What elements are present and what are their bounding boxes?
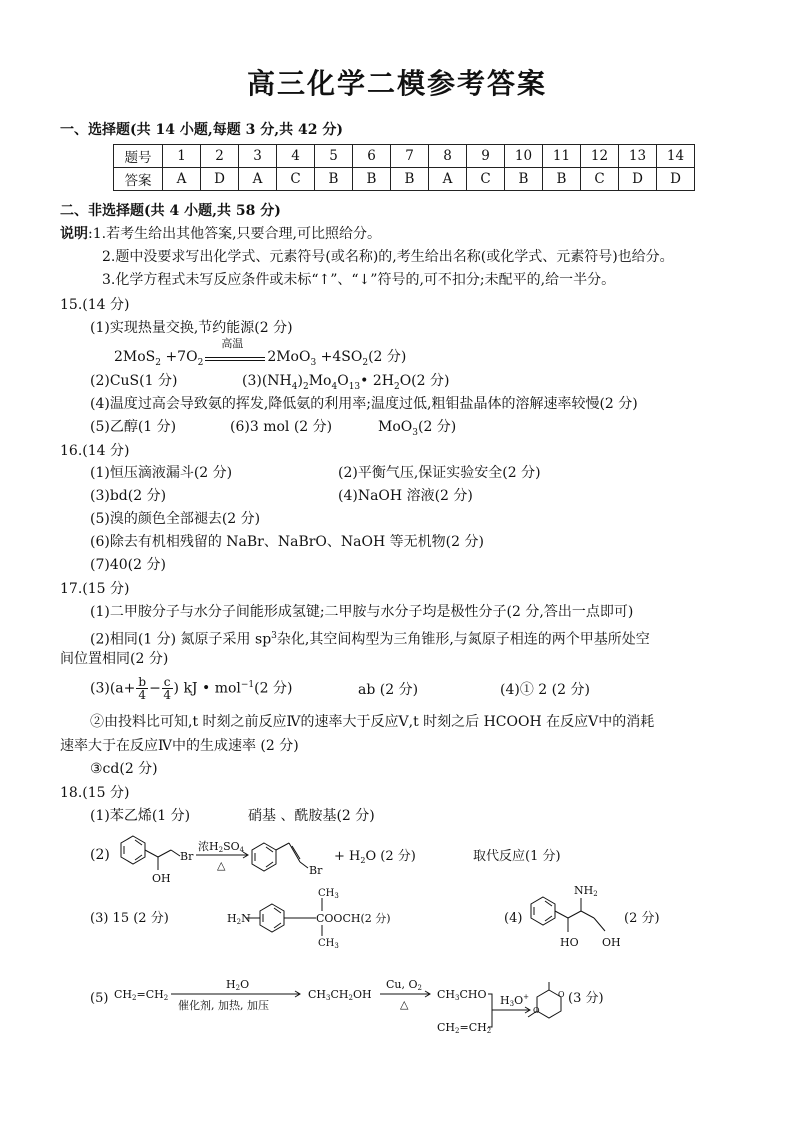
q15-part4: (4)温度过高会导致氨的挥发,降低氨的利用率;温度过低,粗钼盐晶体的溶解速率较慢(2 分) <box>90 396 638 412</box>
q15-part6-formula: MoO$_3$(2 分) <box>378 419 457 438</box>
question-number-cell: 6 <box>353 145 391 168</box>
q15-part1: (1)实现热量交换,节约能源(2 分) <box>90 320 293 336</box>
q16-header: 16.(14 分) <box>60 443 130 459</box>
reaction-type: 取代反应(1 分) <box>473 849 561 864</box>
q18-part2-label: (2) <box>90 847 110 863</box>
methyl-bottom: $CH_3$ <box>318 938 339 950</box>
question-number-cell: 1 <box>163 145 201 168</box>
question-row-label: 题号 <box>114 145 163 168</box>
acetaldehyde: CH3CHO <box>437 988 487 1002</box>
section1-heading: 一、选择题(共 14 小题,每题 3 分,共 42 分) <box>60 122 343 138</box>
q15-header: 15.(14 分) <box>60 297 130 313</box>
ester-group: COOCH(2 分) <box>316 912 391 925</box>
answer-cell: B <box>353 168 391 191</box>
note-1-text: :1.若考生给出其他答案,只要合理,可比照给分。 <box>88 226 381 242</box>
q18-part1a: (1)苯乙烯(1 分) <box>90 808 191 824</box>
q16-part2: (2)平衡气压,保证实验安全(2 分) <box>338 465 541 481</box>
note-1: 说明:1.若考生给出其他答案,只要合理,可比照给分。 <box>60 226 381 242</box>
answer-cell: B <box>543 168 581 191</box>
reagent-h2so4: 浓H2SO4 <box>198 840 245 854</box>
q18-part5-label: (5) <box>90 991 109 1006</box>
answer-cell: A <box>239 168 277 191</box>
answer-cell: C <box>467 168 505 191</box>
benzene-ring-reactant <box>121 836 180 870</box>
question-number-cell: 13 <box>619 145 657 168</box>
q18-header: 18.(15 分) <box>60 785 130 801</box>
q17-header: 17.(15 分) <box>60 581 130 597</box>
benzene-ring-3 <box>246 898 322 936</box>
q17-part3-ab: ab (2 分) <box>358 682 419 698</box>
answer-cell: B <box>505 168 543 191</box>
reactant-oh: OH <box>152 872 171 885</box>
question-number-cell: 12 <box>581 145 619 168</box>
question-number-cell: 8 <box>429 145 467 168</box>
q17-part3: (3)(a+ $\frac{b}{4}$ − $\frac{c}{4}$ ) kJ • mol$^{-1}$(2 分) <box>90 675 293 703</box>
q17-part4-3: ③cd(2 分) <box>90 761 158 777</box>
ethanol: CH3CH2OH <box>308 988 372 1002</box>
question-number-cell: 9 <box>467 145 505 168</box>
q17-part4-2-line2: 速率大于在反应Ⅳ中的生成速率 (2 分) <box>60 738 299 754</box>
q18-part4-score: (2 分) <box>624 911 660 926</box>
benzene-ring-4 <box>531 897 605 932</box>
ring-oxygen-2: O <box>533 1006 540 1015</box>
q18-part3-label: (3) 15 (2 分) <box>90 911 169 926</box>
answer-cell: A <box>429 168 467 191</box>
answer-cell: C <box>277 168 315 191</box>
q18-part1b: 硝基 、酰胺基(2 分) <box>248 808 375 824</box>
eq-product-moo3: 2MoO <box>267 349 311 365</box>
reagent-h3o: H3O+ <box>500 993 529 1008</box>
question-number-cell: 10 <box>505 145 543 168</box>
answer-cell: A <box>163 168 201 191</box>
q16-part5: (5)溴的颜色全部褪去(2 分) <box>90 511 261 527</box>
q18-part5-score: (3 分) <box>568 991 604 1006</box>
eq-reactant-o2: +7O <box>161 349 198 365</box>
benzene-ring-product <box>252 843 308 871</box>
q17-part2-line1: (2)相同(1 分) 氮原子采用 $sp^3$杂化,其空间构型为三角锥形,与氮原子相连的两个甲基所处空 <box>90 631 650 648</box>
q16-part1: (1)恒压滴液漏斗(2 分) <box>90 465 233 481</box>
question-number-cell: 2 <box>201 145 239 168</box>
q15-part2: (2)CuS(1 分) <box>90 373 178 389</box>
q17-part4-2-line1: ②由投料比可知,t 时刻之前反应Ⅳ的速率大于反应Ⅴ,t 时刻之后 HCOOH 在反应Ⅴ中的消耗 <box>90 714 655 730</box>
q16-part6: (6)除去有机相残留的 NaBr、NaBrO、NaOH 等无机物(2 分) <box>90 534 484 550</box>
question-number-cell: 11 <box>543 145 581 168</box>
ethene-2: CH2=CH2 <box>437 1021 492 1035</box>
page-title: 高三化学二模参考答案 <box>246 67 547 100</box>
q16-part3: (3)bd(2 分) <box>90 488 167 504</box>
q15-equation: $2MoS_2 +7O_2$ 高温 $2MoO_3 +4SO_2(2$ 分) <box>114 337 407 368</box>
reaction-arrow-5b <box>380 991 430 997</box>
reaction-heat-5: △ <box>400 998 409 1011</box>
question-number-cell: 14 <box>657 145 695 168</box>
question-number-cell: 4 <box>277 145 315 168</box>
q17-part1: (1)二甲胺分子与水分子间能形成氢键;二甲胺与水分子均是极性分子(2 分,答出一点即可) <box>90 604 634 620</box>
product-br: Br <box>309 864 323 877</box>
eq-product-so2: +4SO <box>316 349 363 365</box>
answer-cell: B <box>391 168 429 191</box>
question-number-cell: 7 <box>391 145 429 168</box>
answer-row-label: 答案 <box>114 168 163 191</box>
ring-oxygen-1: O <box>558 990 565 999</box>
eq-reactant-mos: 2MoS <box>114 349 156 365</box>
q17-part2-line2: 间位置相同(2 分) <box>60 651 169 667</box>
hydroxyl-right: OH <box>602 936 621 949</box>
eq-condition: 高温 <box>221 337 244 350</box>
note-2: 2.题中没要求写出化学式、元素符号(或名称)的,考生给出名称(或化学式、元素符号)也给分。 <box>102 249 674 265</box>
question-number-cell: 3 <box>239 145 277 168</box>
question-number-cell: 5 <box>315 145 353 168</box>
q18-part4-label: (4) <box>504 911 523 926</box>
q15-part6: (6)3 mol (2 分) <box>230 419 333 435</box>
reagent-water: H2O <box>226 978 250 992</box>
amino-group: H2N <box>227 912 251 926</box>
answer-cell: B <box>315 168 353 191</box>
reaction-heat: △ <box>217 859 226 872</box>
answer-cell: D <box>619 168 657 191</box>
q15-part3: $(3)(NH_4)_2Mo_4O_{13}•$ $2H_2O(2$ 分) <box>242 373 450 392</box>
answer-cell: D <box>657 168 695 191</box>
q15-part5: (5)乙醇(1 分) <box>90 419 177 435</box>
amino-group-4: NH2 <box>574 884 598 898</box>
condition-catalyst: 催化剂, 加热, 加压 <box>178 999 269 1012</box>
note-3: 3.化学方程式未写反应条件或未标“↑”、“↓”符号的,可不扣分;未配平的,给一半分。 <box>102 272 616 288</box>
plus-water: + $H_2O$ (2 分) <box>334 849 416 865</box>
q16-part4: (4)NaOH 溶液(2 分) <box>338 488 473 504</box>
answer-cell: D <box>201 168 239 191</box>
reagent-cu-o2: Cu, O2 <box>386 978 422 992</box>
q16-part7: (7)40(2 分) <box>90 557 166 573</box>
answer-cell: C <box>581 168 619 191</box>
hydroxyl-left: HO <box>560 936 579 949</box>
q17-part4-1: (4)① 2 (2 分) <box>500 682 590 698</box>
section2-heading: 二、非选择题(共 4 小题,共 58 分) <box>60 203 281 219</box>
methyl-top: $CH_3$ <box>318 888 339 900</box>
ethene: CH2=CH2 <box>114 988 169 1002</box>
eq-score: (2 分) <box>368 349 407 365</box>
reactant-br: Br <box>180 850 194 863</box>
